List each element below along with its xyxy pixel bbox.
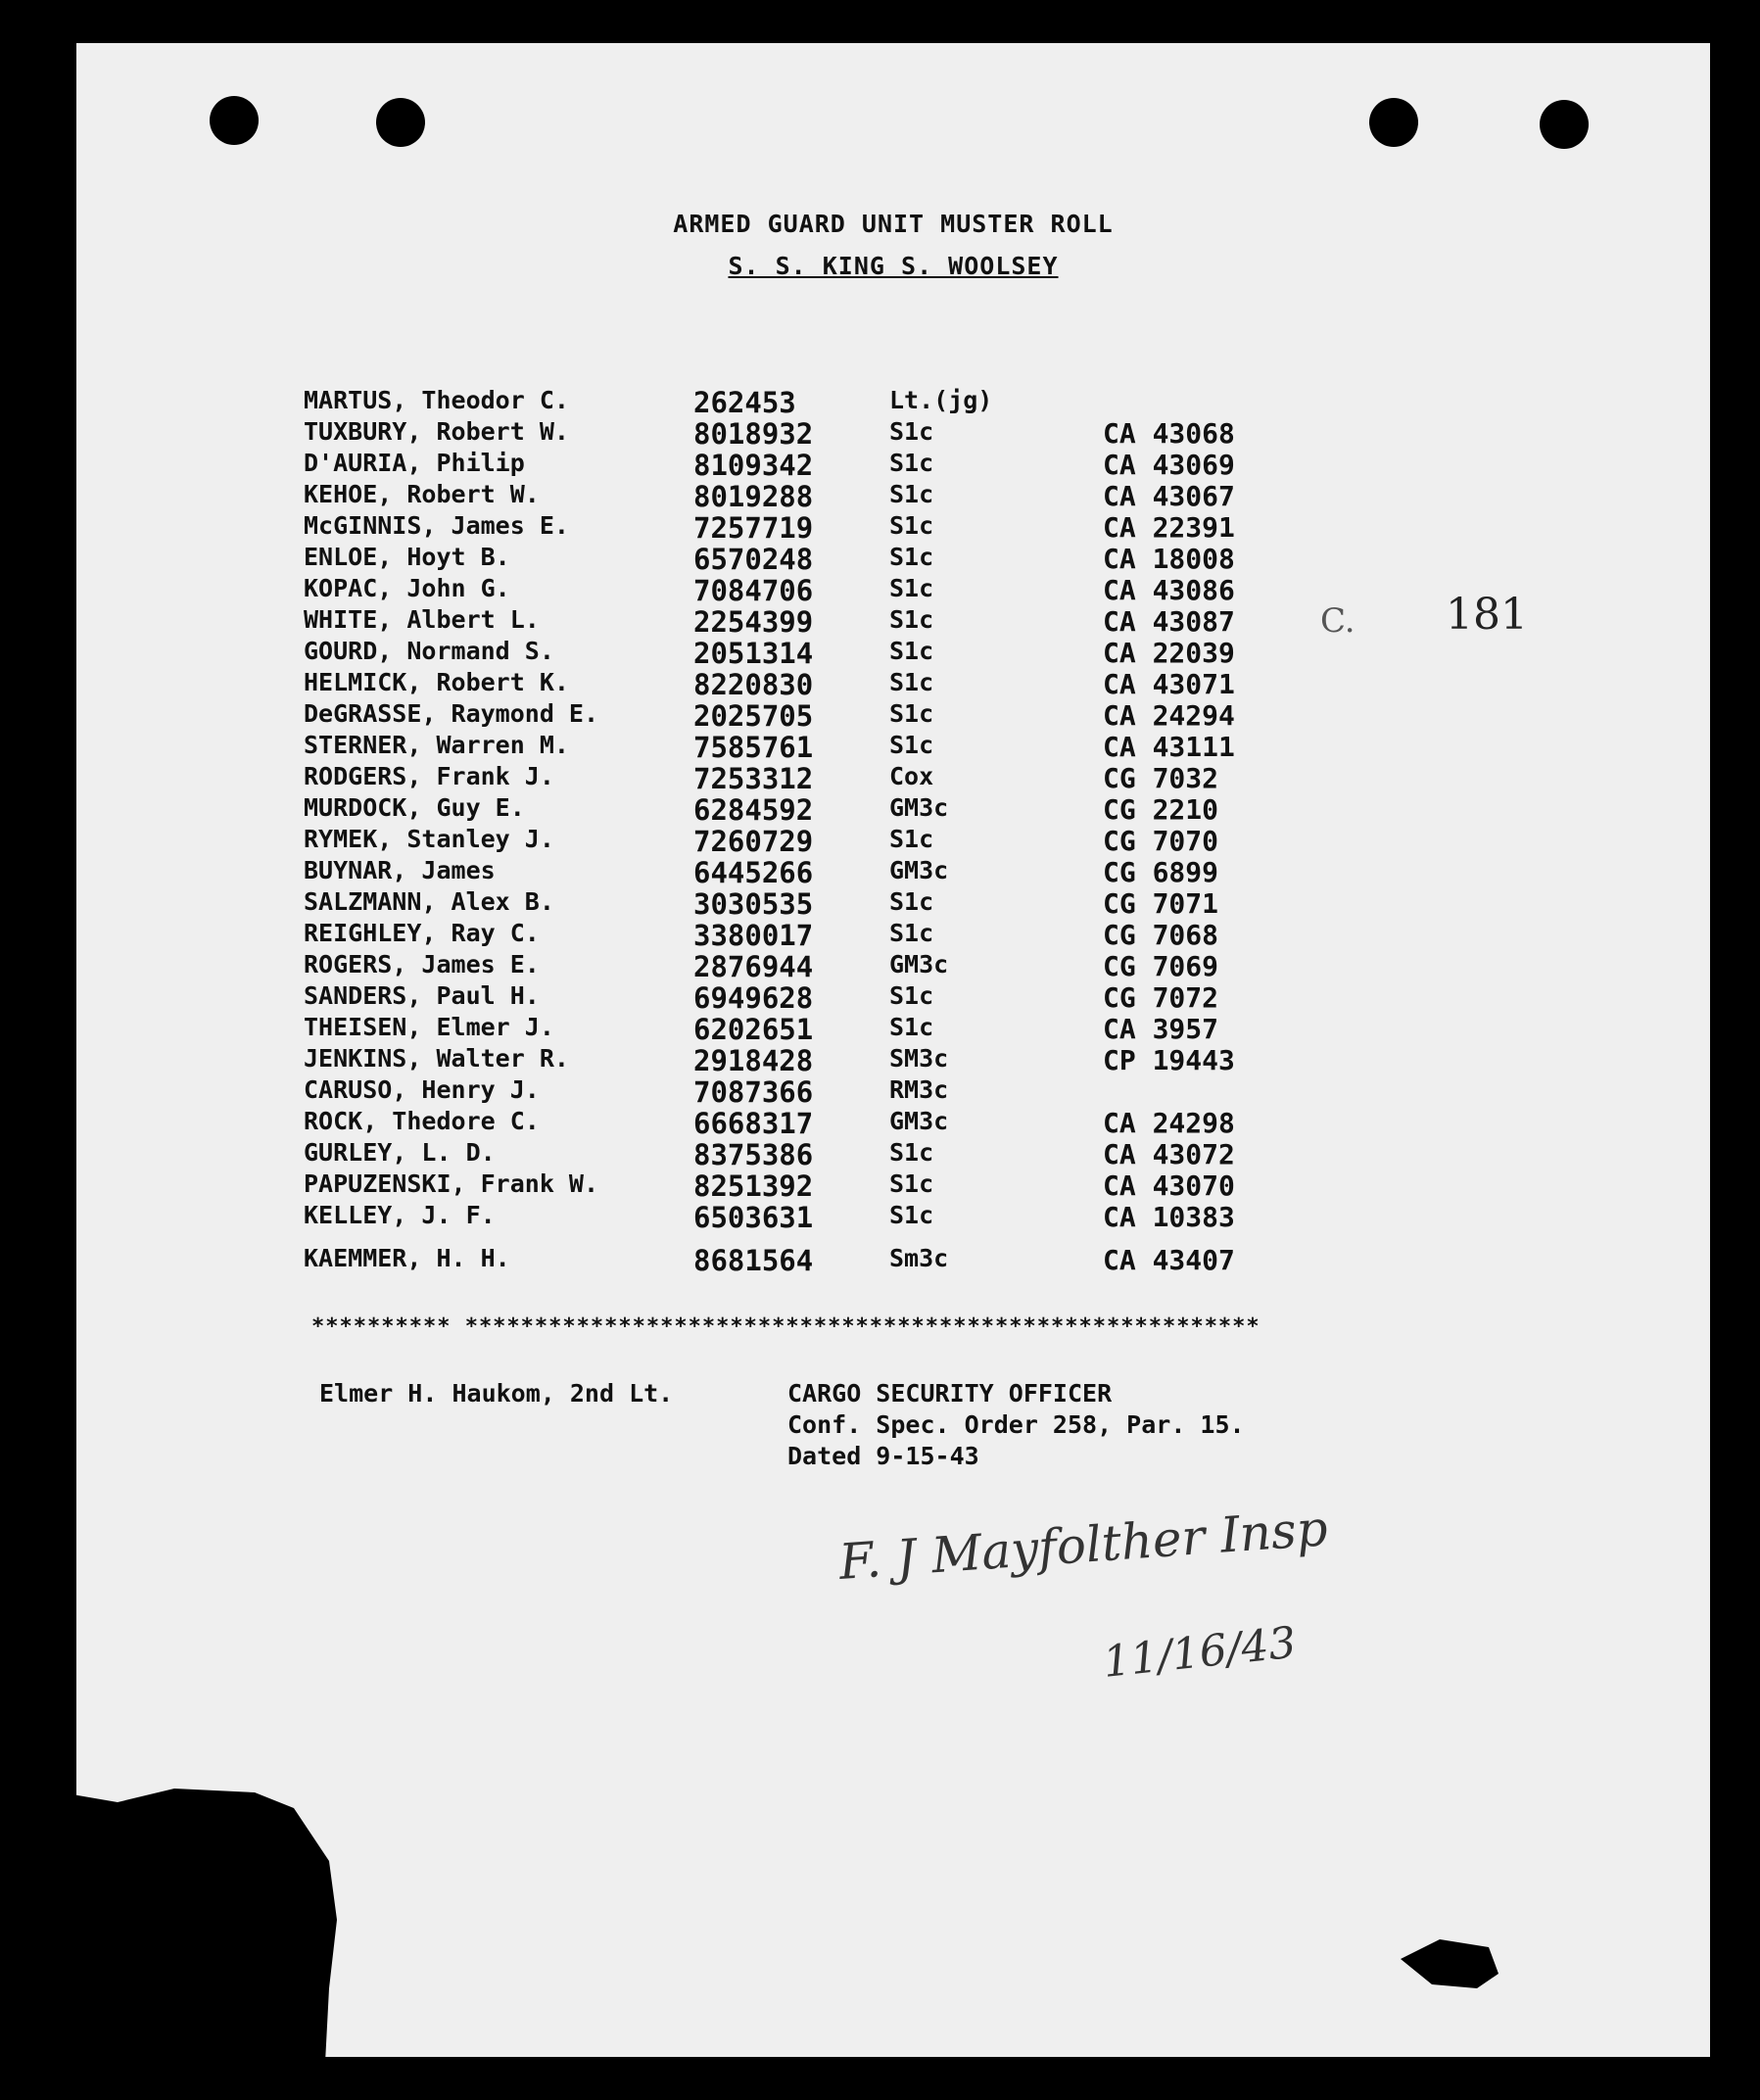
service-number: 6445266: [693, 856, 814, 889]
rating: S1c: [889, 699, 934, 728]
order-reference: Conf. Spec. Order 258, Par. 15.: [787, 1410, 1245, 1439]
rating: Sm3c: [889, 1244, 949, 1272]
service-number: 6503631: [693, 1201, 814, 1234]
service-number: 6668317: [693, 1107, 814, 1140]
enlistment-code: CG 2210: [1103, 793, 1219, 826]
crew-name: SALZMANN, Alex B.: [304, 887, 554, 916]
enlistment-code: CP 19443: [1103, 1044, 1235, 1076]
enlistment-code: CA 22039: [1103, 637, 1235, 669]
crew-name: GURLEY, L. D.: [304, 1138, 496, 1167]
rating: S1c: [889, 449, 934, 477]
service-number: 8220830: [693, 668, 814, 701]
service-number: 6949628: [693, 981, 814, 1015]
crew-name: BUYNAR, James: [304, 856, 496, 884]
enlistment-code: CA 43087: [1103, 605, 1235, 638]
enlistment-code: CA 43067: [1103, 480, 1235, 512]
crew-name: DeGRASSE, Raymond E.: [304, 699, 599, 728]
enlistment-code: CA 43407: [1103, 1244, 1235, 1276]
service-number: 8109342: [693, 449, 814, 482]
enlistment-code: CG 7071: [1103, 887, 1219, 920]
crew-name: SANDERS, Paul H.: [304, 981, 540, 1010]
service-number: 7087366: [693, 1075, 814, 1109]
enlistment-code: CG 7032: [1103, 762, 1219, 794]
crew-name: REIGHLEY, Ray C.: [304, 919, 540, 947]
enlistment-code: CA 10383: [1103, 1201, 1235, 1233]
cargo-officer-title: CARGO SECURITY OFFICER: [787, 1379, 1113, 1408]
service-number: 2918428: [693, 1044, 814, 1077]
enlistment-code: CA 43071: [1103, 668, 1235, 700]
enlistment-code: CA 43072: [1103, 1138, 1235, 1170]
service-number: 8375386: [693, 1138, 814, 1171]
service-number: 2025705: [693, 699, 814, 733]
enlistment-code: CA 43069: [1103, 449, 1235, 481]
enlistment-code: CA 43086: [1103, 574, 1235, 606]
crew-name: HELMICK, Robert K.: [304, 668, 569, 696]
rating: S1c: [889, 637, 934, 665]
crew-name: JENKINS, Walter R.: [304, 1044, 569, 1073]
enlistment-code: CG 7068: [1103, 919, 1219, 951]
service-number: 7260729: [693, 825, 814, 858]
crew-name: THEISEN, Elmer J.: [304, 1013, 554, 1041]
rating: GM3c: [889, 1107, 949, 1135]
crew-name: CARUSO, Henry J.: [304, 1075, 540, 1104]
order-date: Dated 9-15-43: [787, 1442, 979, 1470]
crew-name: RYMEK, Stanley J.: [304, 825, 554, 853]
crew-name: ROCK, Thedore C.: [304, 1107, 540, 1135]
enlistment-code: CG 7069: [1103, 950, 1219, 982]
service-number: 7257719: [693, 511, 814, 545]
rating: S1c: [889, 1013, 934, 1041]
crew-name: KOPAC, John G.: [304, 574, 510, 602]
crew-name: KAEMMER, H. H.: [304, 1244, 510, 1272]
rating: RM3c: [889, 1075, 949, 1104]
crew-name: ENLOE, Hoyt B.: [304, 543, 510, 571]
rating: S1c: [889, 981, 934, 1010]
crew-name: TUXBURY, Robert W.: [304, 417, 569, 446]
separator-line: ********** *********************************************************: [311, 1314, 1261, 1339]
page-mark: C.: [1320, 601, 1356, 641]
crew-name: KELLEY, J. F.: [304, 1201, 496, 1229]
enlistment-code: CA 3957: [1103, 1013, 1219, 1045]
crew-name: McGINNIS, James E.: [304, 511, 569, 540]
service-number: 8251392: [693, 1169, 814, 1203]
rating: Lt.(jg): [889, 386, 993, 414]
service-number: 6202651: [693, 1013, 814, 1046]
crew-name: MURDOCK, Guy E.: [304, 793, 525, 822]
rating: GM3c: [889, 856, 949, 884]
rating: S1c: [889, 417, 934, 446]
service-number: 262453: [693, 386, 796, 419]
service-number: 3030535: [693, 887, 814, 921]
rating: S1c: [889, 825, 934, 853]
crew-name: RODGERS, Frank J.: [304, 762, 554, 790]
rating: S1c: [889, 480, 934, 508]
crew-name: PAPUZENSKI, Frank W.: [304, 1169, 599, 1198]
crew-name: GOURD, Normand S.: [304, 637, 554, 665]
enlistment-code: CA 18008: [1103, 543, 1235, 575]
rating: S1c: [889, 1201, 934, 1229]
rating: Cox: [889, 762, 934, 790]
rating: S1c: [889, 1138, 934, 1167]
enlistment-code: CG 6899: [1103, 856, 1219, 888]
rating: S1c: [889, 887, 934, 916]
crew-name: ROGERS, James E.: [304, 950, 540, 978]
service-number: 2051314: [693, 637, 814, 670]
service-number: 8018932: [693, 417, 814, 451]
enlistment-code: CA 22391: [1103, 511, 1235, 544]
enlistment-code: CA 43111: [1103, 731, 1235, 763]
service-number: 7253312: [693, 762, 814, 795]
rating: S1c: [889, 731, 934, 759]
crew-name: KEHOE, Robert W.: [304, 480, 540, 508]
crew-name: MARTUS, Theodor C.: [304, 386, 569, 414]
rating: GM3c: [889, 793, 949, 822]
signature-text: F. J Mayfolther Insp: [836, 1500, 1330, 1591]
crew-name: STERNER, Warren M.: [304, 731, 569, 759]
enlistment-code: CA 43068: [1103, 417, 1235, 450]
signature-date: 11/16/43: [1100, 1617, 1299, 1688]
document-title: ARMED GUARD UNIT MUSTER ROLL: [673, 210, 1114, 238]
crew-name: WHITE, Albert L.: [304, 605, 540, 634]
service-number: 2254399: [693, 605, 814, 639]
service-number: 7585761: [693, 731, 814, 764]
rating: S1c: [889, 919, 934, 947]
ship-name: S. S. KING S. WOOLSEY: [728, 252, 1059, 280]
service-number: 3380017: [693, 919, 814, 952]
page-number: 181: [1446, 590, 1528, 640]
service-number: 8681564: [693, 1244, 814, 1277]
enlistment-code: CA 24294: [1103, 699, 1235, 732]
enlistment-code: CA 24298: [1103, 1107, 1235, 1139]
service-number: 6570248: [693, 543, 814, 576]
service-number: 7084706: [693, 574, 814, 607]
enlistment-code: CG 7070: [1103, 825, 1219, 857]
enlistment-code: CA 43070: [1103, 1169, 1235, 1202]
rating: S1c: [889, 668, 934, 696]
enlistment-code: CG 7072: [1103, 981, 1219, 1014]
rating: S1c: [889, 574, 934, 602]
rating: S1c: [889, 605, 934, 634]
rating: S1c: [889, 1169, 934, 1198]
rating: SM3c: [889, 1044, 949, 1073]
service-number: 2876944: [693, 950, 814, 983]
officer-name: Elmer H. Haukom, 2nd Lt.: [319, 1379, 674, 1408]
rating: GM3c: [889, 950, 949, 978]
crew-name: D'AURIA, Philip: [304, 449, 525, 477]
service-number: 6284592: [693, 793, 814, 827]
service-number: 8019288: [693, 480, 814, 513]
rating: S1c: [889, 511, 934, 540]
rating: S1c: [889, 543, 934, 571]
